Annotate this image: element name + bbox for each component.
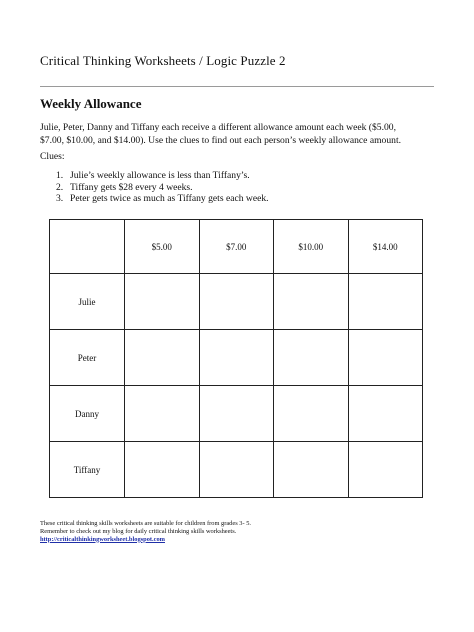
answer-cell[interactable]	[125, 330, 200, 386]
answer-cell[interactable]	[348, 274, 423, 330]
intro-line: Julie, Peter, Danny and Tiffany each receive a different allowance amount each week ($5.00,	[40, 122, 396, 133]
answer-cell[interactable]	[348, 386, 423, 442]
column-header: $7.00	[199, 220, 274, 274]
clue-list	[56, 170, 269, 205]
puzzle-heading: Weekly Allowance	[40, 96, 142, 111]
row-header: Tiffany	[50, 442, 125, 498]
answer-cell[interactable]	[348, 442, 423, 498]
grid-row	[50, 330, 423, 386]
answer-cell[interactable]	[274, 330, 349, 386]
answer-cell[interactable]	[348, 330, 423, 386]
clue-item	[56, 170, 269, 182]
column-header: $5.00	[125, 220, 200, 274]
footer-note	[40, 520, 251, 543]
answer-cell[interactable]	[199, 442, 274, 498]
grid-row	[50, 386, 423, 442]
answer-cell[interactable]	[125, 442, 200, 498]
clue-text: Peter gets twice as much as Tiffany gets each week.	[70, 193, 269, 204]
answer-cell[interactable]	[274, 274, 349, 330]
answer-cell[interactable]	[199, 330, 274, 386]
clues-label: Clues:	[40, 151, 65, 162]
grid-header-row	[50, 220, 423, 274]
clue-item	[56, 193, 269, 205]
intro-line: $7.00, $10.00, and $14.00). Use the clues to find out each person’s weekly allowance amount.	[40, 135, 402, 146]
answer-cell[interactable]	[274, 442, 349, 498]
grid-row	[50, 274, 423, 330]
logic-grid	[49, 219, 423, 498]
column-header: $14.00	[348, 220, 423, 274]
footer-line: These critical thinking skills worksheets are suitable for children from grades 3- 5.	[40, 520, 252, 527]
row-header: Danny	[50, 386, 125, 442]
title-divider	[40, 86, 434, 87]
clue-text: Julie’s weekly allowance is less than Tiffany’s.	[70, 170, 250, 181]
answer-cell[interactable]	[125, 274, 200, 330]
clue-number: 3.	[56, 193, 64, 204]
grid-row	[50, 442, 423, 498]
clue-item	[56, 182, 269, 194]
clue-number: 2.	[56, 181, 64, 193]
page-title: Critical Thinking Worksheets / Logic Puzzle 2	[40, 53, 286, 68]
column-header: $10.00	[274, 220, 349, 274]
footer-line: Remember to check out my blog for daily critical thinking skills worksheets.	[40, 527, 237, 535]
answer-cell[interactable]	[274, 386, 349, 442]
puzzle-intro	[40, 121, 436, 147]
answer-cell[interactable]	[199, 274, 274, 330]
answer-cell[interactable]	[125, 386, 200, 442]
grid-corner-cell	[50, 220, 125, 274]
answer-cell[interactable]	[199, 386, 274, 442]
clue-text: Tiffany gets $28 every 4 weeks.	[70, 181, 193, 193]
row-header: Julie	[50, 274, 125, 330]
row-header: Peter	[50, 330, 125, 386]
clue-number: 1.	[56, 170, 64, 181]
blog-link[interactable]: http://criticalthinkingworksheet.blogspot.com	[40, 535, 165, 543]
